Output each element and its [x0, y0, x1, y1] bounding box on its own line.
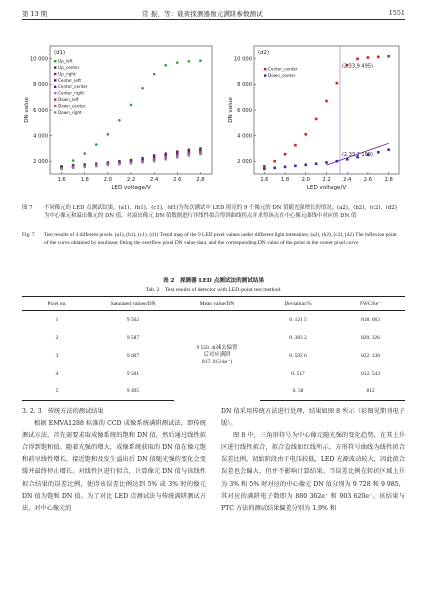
- data-point: [273, 167, 276, 170]
- x-tick-label: 1.8: [280, 177, 290, 183]
- legend-entry: Up_center: [58, 65, 80, 70]
- data-point: [387, 55, 390, 58]
- x-tick-label: 1.8: [80, 177, 89, 183]
- data-point: [377, 56, 380, 59]
- data-point: [199, 59, 202, 62]
- data-point: [336, 160, 339, 163]
- header-saturated: Saturated values/DN: [92, 297, 174, 311]
- x-tick-label: 1.6: [260, 177, 269, 183]
- body-column-left: [22, 406, 206, 515]
- x-tick-label: 2.4: [343, 177, 352, 183]
- data-point: [83, 166, 86, 169]
- data-point: [294, 144, 297, 147]
- body-column-right: [221, 406, 405, 515]
- legend-entry: Center_center: [268, 66, 298, 72]
- cell-saturated: 9 495: [92, 383, 174, 401]
- cell-deviation: 0. 517: [291, 370, 305, 377]
- cell-fwc: 812: [336, 383, 405, 401]
- legend-entry: Up_left: [58, 58, 73, 64]
- y-tick-label: 8 000: [33, 82, 48, 89]
- panel-label: (d2): [258, 50, 270, 56]
- table-row: [22, 311, 405, 329]
- legend-entry: Down_left: [58, 97, 79, 102]
- cell-deviation: 0. 121 5: [289, 316, 307, 323]
- legend-marker: [54, 73, 56, 75]
- paragraph: DN 值采用传统方法进行处理，结果如图 8 所示（彩图见期刊电子版）。: [221, 408, 405, 428]
- chart-d1: [22, 40, 218, 198]
- data-point: [273, 160, 276, 163]
- legend-entry: Center_center: [58, 84, 88, 90]
- y-tick-label: 8 000: [237, 82, 252, 89]
- data-point: [107, 133, 110, 136]
- data-point: [304, 133, 307, 136]
- data-point: [325, 100, 328, 103]
- cell-fwc: 820. 326: [361, 334, 380, 341]
- legend-marker: [54, 66, 56, 68]
- cell-pixel: 2: [55, 334, 59, 341]
- mean-line-1: 9 550. 4(减去偏置: [196, 344, 238, 351]
- y-axis-label: DN value: [228, 97, 234, 123]
- x-tick-label: 2.0: [103, 177, 112, 183]
- data-point: [188, 154, 191, 157]
- mean-line-3: 817. 013 ke⁻): [202, 359, 232, 366]
- x-tick-label: 2.0: [301, 177, 310, 183]
- section-heading: 3. 2. 3 传统方法的测试结果: [22, 408, 104, 415]
- running-title: 常 振，等：载荷探测器像元满阱参数测试: [142, 10, 263, 18]
- data-point: [153, 160, 156, 163]
- data-point: [176, 61, 179, 64]
- x-axis-label: LED voltage/V: [111, 185, 151, 191]
- data-point: [164, 64, 167, 67]
- table-title-zh: 表 2 探测器 LED 点测试法的测试结果: [162, 278, 265, 284]
- figure-caption-en-text: Test results of 4 different pixels. (a1), (b1), (c1), (d1) Trend map of the 9 LED pixel values under different light intensities; (a2), (b2), (c2), (d2) The inflexion point of the curve obtained by nonlinear fitting the overflow pixel DN value data, and the corresponding DN value of the point in the center pixel curve: [44, 232, 397, 246]
- legend-entry: Down_center: [58, 103, 86, 109]
- cell-fwc: 822. 136: [361, 352, 380, 359]
- figure-label-zh: 图 7: [22, 205, 33, 211]
- y-tick-label: 10 000: [233, 56, 252, 63]
- data-point: [315, 162, 318, 165]
- figure-caption-zh: [22, 205, 405, 220]
- data-point: [336, 82, 339, 85]
- page-number: 1551: [388, 9, 405, 17]
- header-deviation: Deviation/%: [260, 297, 336, 311]
- legend-marker: [54, 98, 56, 100]
- data-point: [377, 151, 380, 154]
- data-point: [72, 167, 75, 170]
- chart-d2: [226, 40, 405, 198]
- cell-pixel: 5: [22, 383, 92, 401]
- results-table: [22, 296, 405, 401]
- legend-entry: Up_right: [58, 71, 76, 77]
- y-tick-label: 4 000: [237, 133, 252, 140]
- data-point: [141, 161, 144, 164]
- y-axis-label: DN value: [24, 97, 30, 123]
- data-point: [346, 158, 349, 161]
- x-tick-label: 2.8: [384, 177, 393, 183]
- plot-frame: [254, 46, 399, 174]
- cell-fwc: 818. 063: [361, 316, 380, 323]
- cell-mean-merged: [174, 311, 260, 401]
- figure-label-en: Fig. 7: [22, 232, 35, 238]
- x-tick-label: 2.6: [363, 177, 373, 183]
- annotation-upper: (2.33,9 495): [341, 63, 373, 70]
- x-tick-label: 1.6: [57, 177, 66, 183]
- x-tick-label: 2.2: [322, 177, 331, 183]
- x-tick-label: 2.6: [173, 177, 182, 183]
- cell-saturated: 9 607: [126, 352, 140, 359]
- data-point: [304, 163, 307, 166]
- data-point: [176, 156, 179, 159]
- annotation-lower: (2.33,2 109): [341, 151, 373, 158]
- running-header: [22, 8, 405, 20]
- cell-pixel: 3: [55, 352, 59, 359]
- legend-marker: [54, 111, 56, 113]
- cell-fwc: 812. 543: [361, 370, 380, 377]
- x-tick-label: 2.2: [126, 177, 136, 183]
- legend-marker: [264, 68, 266, 70]
- data-point: [118, 119, 121, 122]
- header-pixel-no: Pixel no.: [22, 297, 92, 311]
- y-tick-label: 6 000: [237, 107, 252, 114]
- data-point: [141, 87, 144, 90]
- cell-deviation: 0. 383 2: [289, 334, 307, 341]
- legend-entry: Center_left: [58, 77, 81, 83]
- legend-marker: [54, 79, 56, 81]
- legend-entry: Down_center: [268, 73, 296, 78]
- data-point: [83, 152, 86, 155]
- legend-entry: Center_right: [58, 90, 85, 96]
- legend-marker: [54, 92, 56, 94]
- paragraph: 根据 EMVA1288 标准的 CCD 成像系统满阱测试法，即传统测试方法，首先需要求取成像系统的饱和 DN 值，然后通过线性拟合得到饱和值。随着光强的增大，成像系统获取的 DN 值在像元饱和前呈线性增长，接近饱和及发生溢出后 DN 值随光强的变化会变缓并最终停止增长。对线性区进行拟合，计算像元 DN 值与该线性拟合结果的误差比例，使得该误差比例达到 5% 或 3% 时的像元 DN 值为饱和 DN 值。为了对比 LED 点测试法与传统满阱测试方法，对中心像元的: [22, 420, 206, 512]
- panel-label: (d1): [54, 50, 66, 56]
- data-point: [284, 166, 287, 169]
- cell-saturated: 9 501: [126, 370, 140, 377]
- cell-saturated: 9 587: [126, 334, 140, 341]
- figure-caption-zh-text: 不同像元的 LED 点测试结果，(a1)，(b1)，(c1)，(d1)为每次测试中 LED 照亮的 9 个像元的 DN 值随光强增长的情况；(a2)，(b2)，(c2)，(d2)为中心像元和溢出像元的 DN 值，对溢出像元 DN 值数据进行非线性拟合得到曲线拐点并求得该点在中心像元曲线中对应的 DN 值: [44, 205, 397, 219]
- data-point: [188, 60, 191, 63]
- paragraph: 图 8 中，三角形符号为中心像元随光强的变化趋势，在其上升区进行线性拟合，拟合直线如红线所示，方形符号曲线为线性拟合误差比例。初始阶段由于电压较低，LED 光源波动较大，因此拟合误差也会偏大，但并不影响计算结果。当误差比例在转折区域上升为 3% 和 5% 时对应的中心像元 DN 值分别为 9 728 和 9 985，其对应的满阱电子数即为 880 362e⁻ 和 903 620e⁻。该结果与 PTC 方法的测试结果偏差分别为 1.9% 和: [221, 432, 405, 512]
- data-point: [387, 148, 390, 151]
- data-point: [356, 58, 359, 61]
- figure-caption-en: [22, 232, 405, 247]
- data-point: [107, 164, 110, 167]
- data-point: [153, 73, 156, 76]
- legend-marker: [264, 74, 266, 76]
- data-point: [367, 56, 370, 59]
- data-point: [263, 168, 266, 171]
- issue-number: 第 13 期: [22, 10, 47, 18]
- x-axis-label: LED voltage/V: [306, 185, 347, 191]
- data-point: [72, 159, 75, 162]
- y-tick-label: 2 000: [33, 159, 48, 165]
- y-tick-label: 10 000: [29, 56, 48, 63]
- y-tick-label: 6 000: [33, 107, 48, 114]
- cell-deviation: 0. 58: [260, 383, 336, 401]
- table-header-row: [22, 297, 405, 311]
- data-point: [325, 161, 328, 164]
- data-point: [263, 165, 266, 168]
- cell-pixel: 1: [55, 316, 59, 323]
- data-point: [95, 143, 98, 146]
- cell-pixel: 4: [55, 370, 59, 377]
- data-point: [164, 158, 167, 161]
- data-point: [130, 104, 133, 107]
- mean-line-2: 后对应满阱: [203, 352, 231, 359]
- x-tick-label: 2.8: [196, 177, 205, 183]
- data-point: [315, 118, 318, 121]
- data-point: [60, 168, 63, 171]
- data-point: [284, 153, 287, 156]
- x-tick-label: 2.4: [150, 177, 159, 183]
- header-fwc: FWC/ke⁻: [336, 297, 405, 311]
- data-point: [130, 162, 133, 165]
- legend-marker: [54, 105, 56, 107]
- cell-deviation: 0. 592 6: [289, 352, 307, 359]
- legend-marker: [54, 86, 56, 88]
- data-point: [199, 153, 202, 156]
- legend-entry: Down_right: [58, 109, 82, 115]
- header-mean: Mean value/DN: [174, 297, 260, 311]
- data-point: [118, 163, 121, 166]
- cell-saturated: 9 562: [126, 316, 140, 323]
- data-point: [294, 165, 297, 168]
- table-title-en: Tab. 2 Test results of detector with LED-point test method.: [145, 287, 282, 293]
- legend-marker: [54, 60, 56, 62]
- y-tick-label: 4 000: [33, 133, 48, 140]
- y-tick-label: 2 000: [237, 159, 252, 165]
- data-point: [95, 165, 98, 168]
